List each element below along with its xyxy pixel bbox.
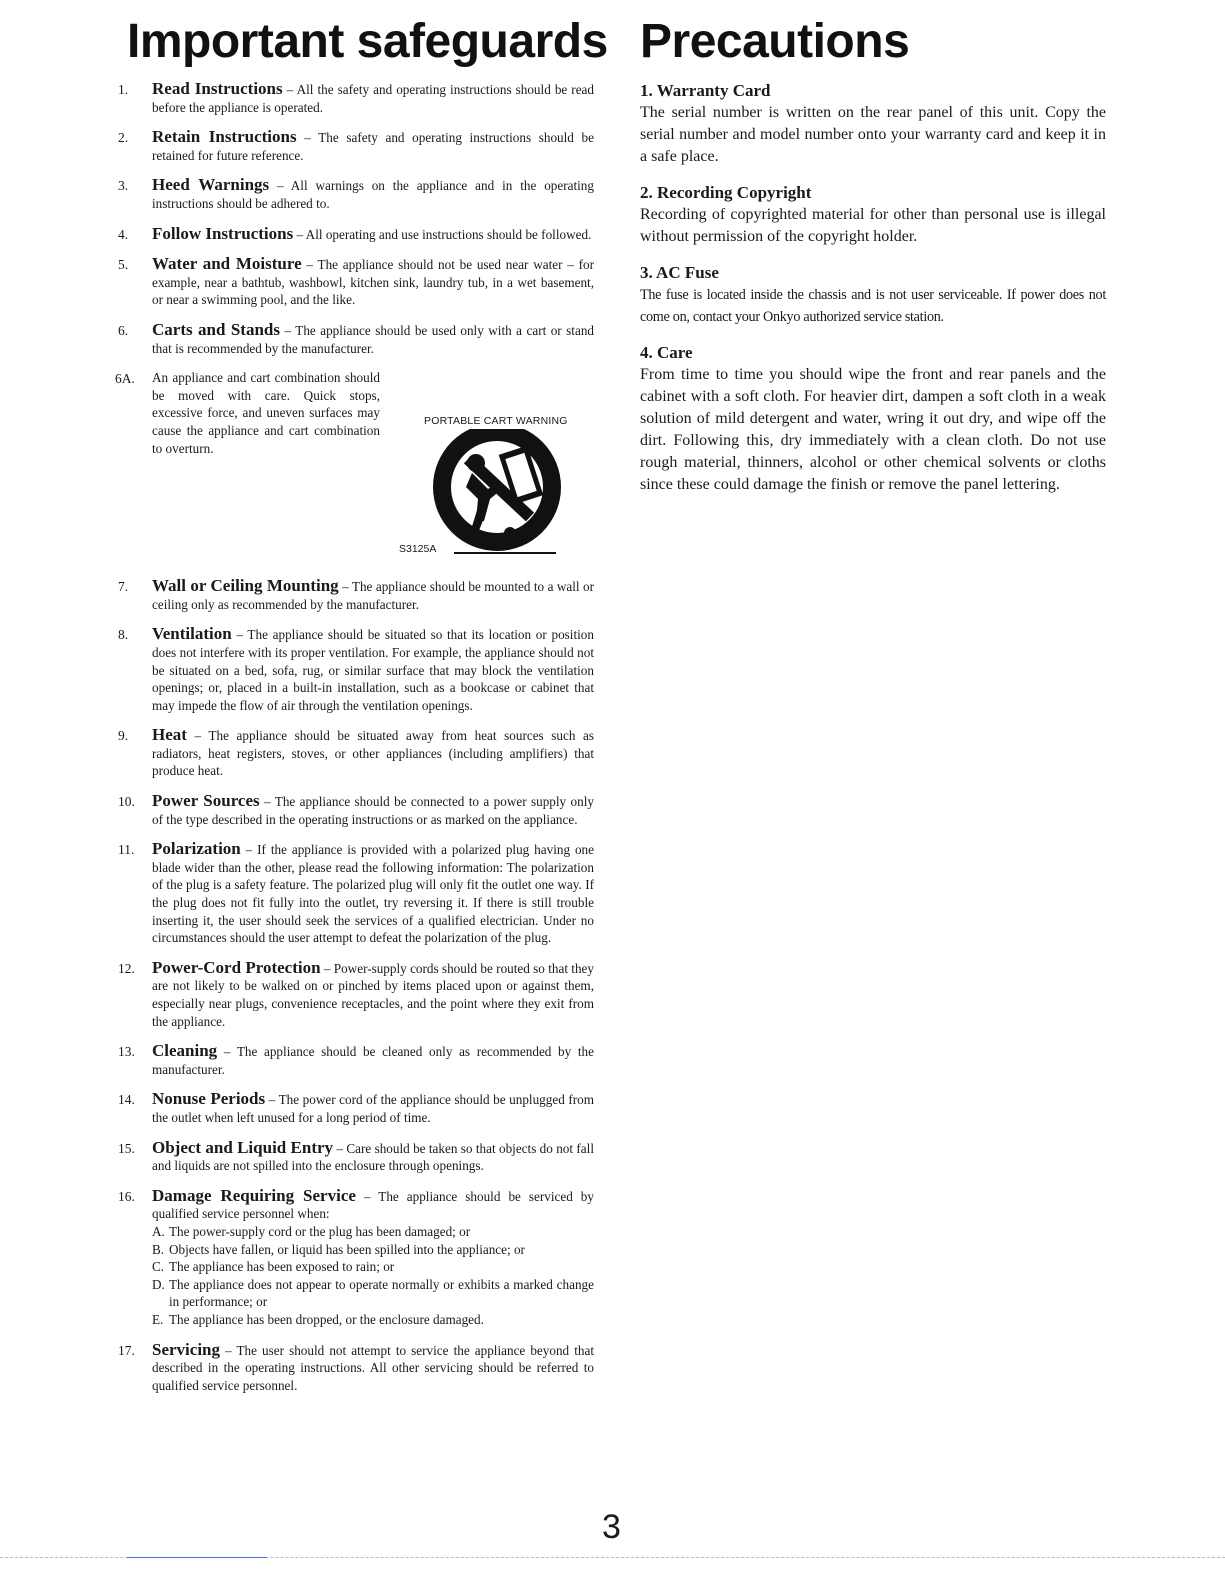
precaution-item: 1. Warranty Card The serial number is written on the rear panel of this unit. Copy the serial number and model number onto your warranty card and keep it in a safe place. xyxy=(640,81,1106,165)
safeguard-item-17: 17. Servicing – The user should not attempt to service the appliance beyond that described in the operating instructions. All other servicing should be referred to qualified service personnel. xyxy=(118,1339,594,1393)
portable-cart-warning-icon xyxy=(418,429,578,559)
precaution-item: 4. Care From time to time you should wipe the front and rear panels and the cabinet with a soft cloth. For heavier dirt, dampen a soft cloth in a weak solution of mild detergent and water, wring it out dry, and wipe off the dirt. Following this, dry immediately with a clean cloth. Do not use rough material, thinners, alcohol or other chemical solvents or cloths since these could damage the finish or remove the panel lettering. xyxy=(640,343,1106,493)
safeguard-item: 9. Heat – The appliance should be situated away from heat sources such as radiators, heat registers, stoves, or other appliances (including amplifiers) that produce heat. xyxy=(118,725,594,779)
safeguard-item: 4. Follow Instructions – All operating and use instructions should be followed. xyxy=(118,223,592,243)
safeguard-item: 13. Cleaning – The appliance should be cleaned only as recommended by the manufacturer. xyxy=(118,1041,594,1077)
important-safeguards-heading: Important safeguards xyxy=(127,15,608,68)
sub-item: D. The appliance does not appear to operate normally or exhibits a marked change in performance; or xyxy=(152,1276,594,1310)
precautions-heading: Precautions xyxy=(640,15,910,68)
safeguard-item: 8. Ventilation – The appliance should be situated so that its location or position does not interfere with its proper ventilation. For example, the appliance should not be situated on a bed, sofa, rug, or similar surface that may block the ventilation openings; or, placed in a built-in installation, such as a bookcase or cabinet that may impede the flow of air through the ventilation openings. xyxy=(118,624,594,713)
sub-item: C. The appliance has been exposed to rain; or xyxy=(152,1259,395,1275)
safeguard-item: 6. Carts and Stands – The appliance should be used only with a cart or stand that is recommended by the manufacturer. xyxy=(118,319,595,356)
sub-item: E. The appliance has been dropped, or the enclosure damaged. xyxy=(152,1311,484,1327)
sub-item: A. The power-supply cord or the plug has been damaged; or xyxy=(152,1223,471,1239)
portable-cart-warning-caption: PORTABLE CART WARNING xyxy=(424,415,568,428)
safeguard-item: 3. Heed Warnings – All warnings on the appliance and in the operating instructions should be adhered to. xyxy=(118,175,594,211)
safeguard-item: 5. Water and Moisture – The appliance should not be used near water – for example, near a bathtub, washbowl, kitchen sink, laundry tub, in a wet basement, or near a swimming pool, and the like. xyxy=(118,254,594,308)
safeguard-item: 14. Nonuse Periods – The power cord of the appliance should be unplugged from the outlet when left unused for a long period of time. xyxy=(118,1089,594,1125)
safeguard-item: 10. Power Sources – The appliance should be connected to a power supply only of the type described in the operating instructions or as marked on the appliance. xyxy=(118,791,594,827)
cart-code-label: S3125A xyxy=(399,543,437,556)
safeguard-item-16: 16. Damage Requiring Service – The appliance should be serviced by qualified service personnel when: A. The power-supply cord or the plug has been damaged; or B. Objects have fallen, or liquid has been spilled into the appliance; or C. The appliance has been exposed to rain; or D. The appliance does not appear to operate normally or exhibits a marked change in performance; or E. The appliance has been dropped, or the enclosure damaged. xyxy=(118,1185,594,1327)
safeguards-column xyxy=(115,79,595,1406)
safeguard-item-6a: 6A. An appliance and cart combination should be moved with care. Quick stops, excessive force, and uneven surfaces may cause the appliance and cart combination to overturn. PORTABLE CART WARNING S3125A xyxy=(118,369,594,565)
precaution-item: 2. Recording Copyright Recording of copyrighted material for other than personal use is illegal without permission of the copyright holder. xyxy=(640,183,1106,245)
safeguard-item: 1. Read Instructions – All the safety and operating instructions should be read before the appliance is operated. xyxy=(118,79,595,115)
safeguard-item: 12. Power-Cord Protection – Power-supply cords should be routed so that they are not likely to be walked on or pinched by items placed upon or against them, especially near plugs, convenience receptacles, and the point where they exit from the appliance. xyxy=(118,957,594,1029)
precaution-item: 3. AC Fuse The fuse is located inside the chassis and is not user serviceable. If power does not come on, contact your Onkyo authorized service station. xyxy=(640,263,1106,325)
safeguard-item: 2. Retain Instructions – The safety and operating instructions should be retained for future reference. xyxy=(118,127,594,163)
precautions-column xyxy=(640,80,1106,510)
page-number: 3 xyxy=(602,1508,621,1546)
safeguard-item: 11. Polarization – If the appliance is provided with a polarized plug having one blade wider than the other, please read the following information: The polarization of the plug is a safety feature. The polarized plug will only fit the outlet one way. If the plug does not fit fully into the outlet, try reversing it. If there is still trouble inserting it, the user should seek the services of a qualified electrician. Under no circumstances should the user attempt to defeat the polarization of the plug. xyxy=(118,839,594,946)
sub-item: B. Objects have fallen, or liquid has been spilled into the appliance; or xyxy=(152,1241,525,1257)
footer-link-line xyxy=(127,1557,267,1558)
safeguard-item: 7. Wall or Ceiling Mounting – The appliance should be mounted to a wall or ceiling only as recommended by the manufacturer. xyxy=(118,576,594,612)
safeguard-item: 15. Object and Liquid Entry – Care should be taken so that objects do not fall and liquids are not spilled into the enclosure through openings. xyxy=(118,1137,594,1174)
